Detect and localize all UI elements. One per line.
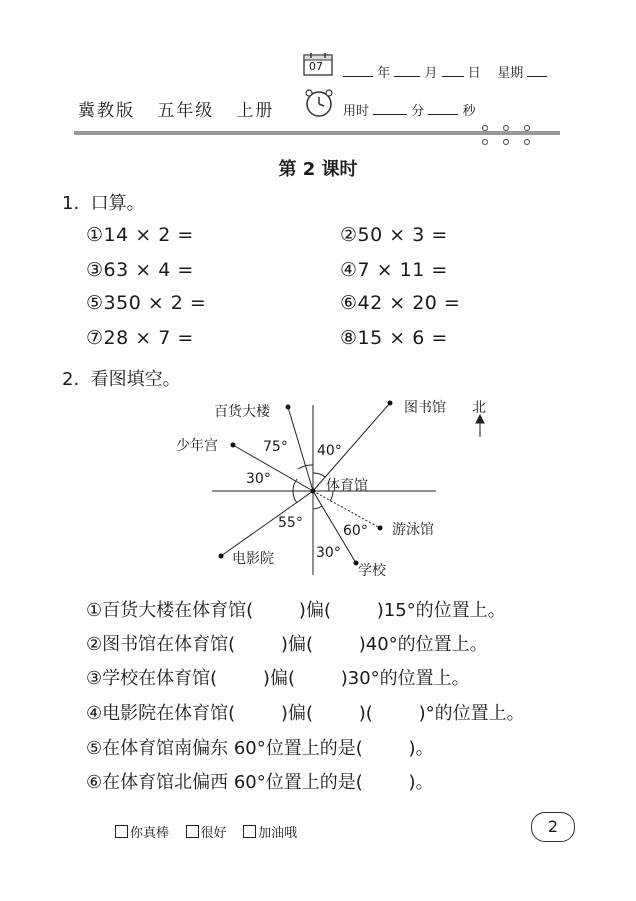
page-number: 2 <box>547 817 559 836</box>
rating-row <box>115 822 297 841</box>
page-number-badge <box>531 812 575 842</box>
q1-item-6: ⑥42 × 20 = <box>340 292 461 314</box>
rating-option-1[interactable]: 你真棒 <box>115 826 169 841</box>
q2-item-3: ③学校在体育馆( )偏( )30°的位置上。 <box>86 668 470 689</box>
checkbox-icon <box>186 825 199 838</box>
q1-item-4: ④7 × 11 = <box>340 259 448 281</box>
volume: 上册 <box>236 101 275 121</box>
label-youth-palace: 少年宫 <box>176 438 218 454</box>
q2-title: 2. 看图填空。 <box>62 369 181 390</box>
pins-decoration <box>478 124 538 150</box>
checkbox-icon <box>115 825 128 838</box>
label-center-gym: 体育馆 <box>326 478 368 494</box>
time-used-label: 用时 <box>343 104 370 119</box>
grade: 五年级 <box>157 101 215 121</box>
date-weekday-label: 星期 <box>497 66 524 81</box>
date-day-label: 日 <box>467 66 481 81</box>
q2-item-6: ⑥在体育馆北偏西 60°位置上的是( )。 <box>86 772 434 793</box>
date-year-label: 年 <box>377 66 391 81</box>
rating-option-3[interactable]: 加油哦 <box>243 826 297 841</box>
time-used-line <box>343 100 476 119</box>
book-name: 冀教版 <box>78 101 135 121</box>
angle-75: 75° <box>263 439 288 455</box>
q1-item-5: ⑤350 × 2 = <box>86 292 207 314</box>
angle-60: 60° <box>343 523 368 539</box>
checkbox-icon <box>243 825 256 838</box>
q1-title: 1. 口算。 <box>62 193 145 214</box>
q2-item-2: ②图书馆在体育馆( )偏( )40°的位置上。 <box>86 634 488 655</box>
q1-item-2: ②50 × 3 = <box>340 224 448 246</box>
calendar-day: 07 <box>309 60 323 73</box>
seconds-label: 秒 <box>462 104 476 119</box>
lesson-title: 第 2 课时 <box>278 159 358 180</box>
q1-item-8: ⑧15 × 6 = <box>340 327 448 349</box>
q1-item-7: ⑦28 × 7 = <box>86 327 194 349</box>
label-library: 图书馆 <box>404 400 446 416</box>
label-cinema: 电影院 <box>232 551 274 567</box>
q2-item-4: ④电影院在体育馆( )偏( )( )°的位置上。 <box>86 703 525 724</box>
label-north: 北 <box>472 400 486 416</box>
rating-option-2[interactable]: 很好 <box>186 826 227 841</box>
label-swimming-pool: 游泳馆 <box>392 522 434 538</box>
q2-item-1: ①百货大楼在体育馆( )偏( )15°的位置上。 <box>86 600 506 621</box>
angle-30-south: 30° <box>316 545 341 561</box>
clock-icon <box>303 88 335 122</box>
angle-30-west: 30° <box>246 471 271 487</box>
date-month-label: 月 <box>424 66 438 81</box>
q1-item-1: ①14 × 2 = <box>86 224 194 246</box>
label-school: 学校 <box>358 563 386 579</box>
q2-item-5: ⑤在体育馆南偏东 60°位置上的是( )。 <box>86 738 434 759</box>
angle-40: 40° <box>317 443 342 459</box>
book-info <box>78 96 274 121</box>
direction-diagram <box>160 385 500 585</box>
calendar-icon <box>303 52 333 76</box>
angle-55: 55° <box>278 515 303 531</box>
date-line <box>343 62 547 81</box>
minutes-label: 分 <box>411 104 425 119</box>
q1-item-3: ③63 × 4 = <box>86 259 194 281</box>
label-department-store: 百货大楼 <box>214 404 270 420</box>
